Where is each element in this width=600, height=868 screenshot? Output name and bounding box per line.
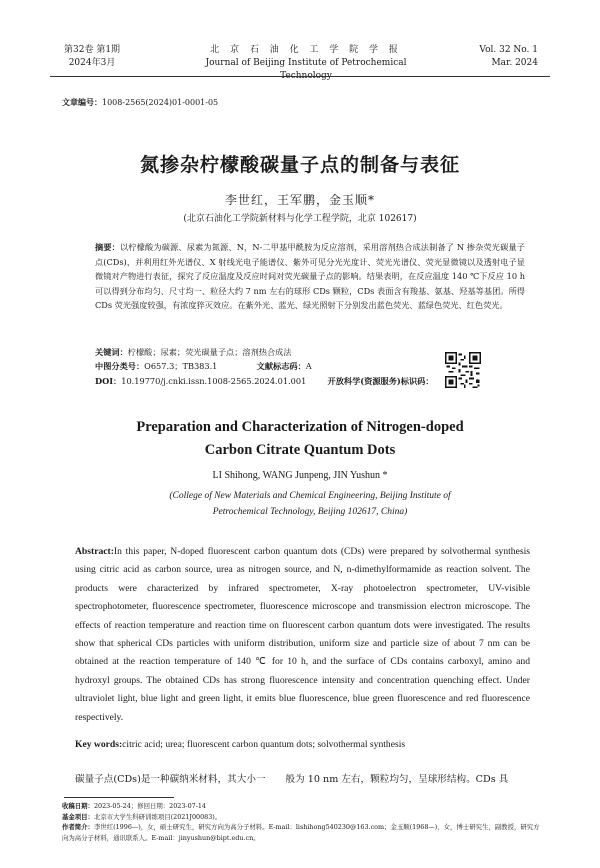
keywords-en-label: Key words: <box>75 739 123 750</box>
authors-cn: 李世红，王军鹏，金玉顺* <box>224 193 375 207</box>
received-label: 收稿日期： <box>62 802 94 810</box>
journal-title-en: Journal of Beijing Institute of Petrochemical Technology <box>205 58 407 81</box>
author-bio-value: 李世红(1996—)，女，硕士研究生，研究方向为高分子材料。E-mail：lishihong540230@163.com；金玉顺(1968—)，女，博士研究生，副教授，研究方向为高分子材料，通讯联系人。E-mail：jinyushun@bipt.edu.cn。 <box>62 823 540 842</box>
keywords-en-text: citric acid; urea; fluorescent carbon quantum dots; solvothermal synthesis <box>122 739 406 750</box>
received-value: 2023-05-24；修回日期：2023-07-14 <box>93 802 206 810</box>
article-id-label: 文章编号： <box>62 97 102 107</box>
abstract-en-label: Abstract: <box>75 546 114 557</box>
header-center <box>186 44 426 83</box>
affiliation-en-line2: Petrochemical Technology, Beijing 102617, China) <box>212 507 408 517</box>
qr-code-icon <box>445 352 481 388</box>
title-en-line1: Preparation and Characterization of Nitrogen-doped <box>136 419 464 435</box>
body-col-right: 般为 10 nm 左右，颗粒均匀，呈球形结构。CDs 具 <box>285 774 509 785</box>
authors-en: LI Shihong, WANG Junpeng, JIN Yushun * <box>212 470 388 481</box>
doc-code-value: A <box>305 361 312 371</box>
oscid-label: 开放科学(资源服务)标识码： <box>327 376 434 386</box>
keywords-cn-label: 关键词： <box>95 347 128 357</box>
footnote-rule <box>64 797 174 798</box>
footnote-author <box>62 822 542 843</box>
clc-label: 中图分类号： <box>95 361 145 371</box>
footnotes <box>62 801 542 843</box>
affiliation-en-line1: (College of New Materials and Chemical Engineering, Beijing Institute of <box>169 491 451 501</box>
footnote-fund <box>62 812 542 823</box>
article-id <box>62 97 218 108</box>
volume-en: Vol. 32 No. 1 <box>479 45 538 55</box>
journal-title-cn: 北 京 石 油 化 工 学 院 学 报 <box>210 45 402 55</box>
body-text-start <box>75 771 535 785</box>
article-id-value: 1008-2565(2024)01-0001-05 <box>102 98 219 107</box>
date-en: Mar. 2024 <box>491 58 538 68</box>
body-col-left: 碳量子点(CDs)是一种碳纳米材料，其大小一 <box>75 774 266 785</box>
doi-value: 10.19770/j.cnki.issn.1008-2565.2024.01.001 <box>121 376 307 386</box>
footnote-received <box>62 801 542 812</box>
header-rule <box>50 76 550 77</box>
title-en-line2: Carbon Citrate Quantum Dots <box>204 442 396 458</box>
doi-label: DOI： <box>95 376 122 386</box>
clc-value: O657.3；TB383.1 <box>144 361 218 371</box>
abstract-en-text: In this paper, N-doped fluorescent carbon quantum dots (CDs) were prepared by solvothermal synthesis using citric acid as carbon source, urea as nitrogen source, and N, n-dimethylformamide as reaction solvent. The products were characterized by infrared spectrometer, X-ray photoelectron spectrometer, UV-visible spectrophotometer, fluorescence spectrometer, fluorescence microscope and transmission electron microscope. The effects of reaction temperature and reaction time on fluorescent carbon quantum dots were investigated. The results show that spherical CDs particles with uniform distribution, uniform size and particle size of about 7 nm can be obtained at the reaction temperature of 140 ℃ for 10 h, and the surface of CDs contains carboxyl, amino and hydroxyl groups. The obtained CDs has strong fluorescence intensity and concentration quenching effect. Under ultraviolet light, blue light and green light, it emits blue fluorescence, blue green fluorescence and red fluorescence respectively. <box>75 546 530 723</box>
abstract-cn-text: 以柠檬酸为碳源、尿素为氮源、N，N-二甲基甲酰胺为反应溶剂，采用溶剂热合成法制备了 N 掺杂荧光碳量子点(CDs)，并利用红外光谱仪、X 射线光电子能谱仪、紫外可见分光光度计、荧光光谱仪、荧光显微镜以及透射电子显微镜对产物进行表征，探究了反应温度及反应时间对荧光碳量子点的影响。结果表明，在反应温度 140 ℃下反应 10 h 可以得到分布均匀、尺寸均一、粒径大约 7 nm 左右的球形 CDs 颗粒，CDs 表面含有羧基、氨基、羟基等基团。所得 CDs 荧光强度较强，有浓度猝灭效应。在紫外光、蓝光、绿光照射下分别发出蓝色荧光、蓝绿色荧光、红色荧光。 <box>95 242 525 311</box>
keywords-cn-text: 柠檬酸；尿素；荧光碳量子点；溶剂热合成法 <box>127 347 292 357</box>
title-en <box>0 416 600 462</box>
doc-code-label: 文献标志码： <box>256 361 306 371</box>
affiliation-cn: (北京石油化工学院新材料与化学工程学院，北京 102617) <box>183 214 417 224</box>
doi-row <box>95 374 434 388</box>
author-bio-label: 作者简介： <box>62 823 94 832</box>
abstract-cn-label: 摘要： <box>95 242 121 252</box>
fund-value: 北京市大学生科研训练项目(2021J00083)。 <box>93 812 222 821</box>
keywords-en <box>75 739 530 750</box>
title-cn: 氮掺杂柠檬酸碳量子点的制备与表征 <box>139 154 460 176</box>
affiliation-en <box>120 488 500 520</box>
abstract-cn <box>95 240 525 313</box>
date-cn: 2024年3月 <box>68 58 116 68</box>
abstract-en <box>75 543 530 727</box>
volume-cn: 第32卷 第1期 <box>64 45 121 55</box>
classification-row <box>95 359 312 373</box>
header-left <box>64 44 120 70</box>
header-right <box>479 44 538 70</box>
fund-label: 基金项目： <box>62 812 94 821</box>
